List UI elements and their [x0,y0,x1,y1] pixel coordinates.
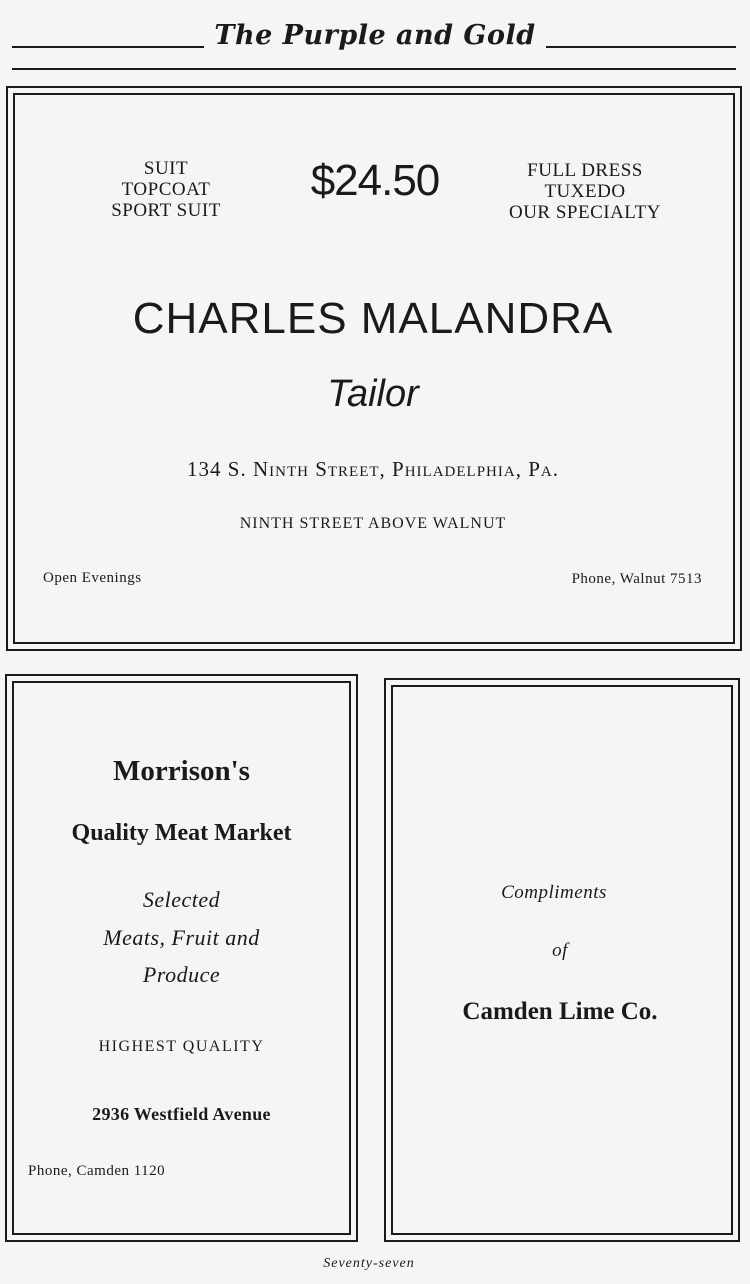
specialty-item: FULL DRESS [527,160,643,181]
meat-market-phone: Phone, Camden 1120 [28,1163,166,1179]
tailor-name: CHARLES MALANDRA [132,294,614,343]
tailor-phone: Phone, Walnut 7513 [571,571,702,587]
compliments-label: Compliments [501,882,607,903]
meat-market-subtitle: Quality Meat Market [71,820,292,846]
header-rule-bottom [12,68,736,70]
selected-line: Selected [142,887,221,912]
lime-company-name: Camden Lime Co. [462,998,658,1025]
garment-item: TOPCOAT [121,179,211,200]
specialty-list [478,160,692,223]
garment-list [80,158,252,221]
specialty-item: TUXEDO [544,181,626,202]
suit-price: $24.50 [310,156,440,205]
tailor-location-note: NINTH STREET ABOVE WALNUT [239,515,507,532]
page-number: Seventy-seven [323,1256,415,1271]
selected-line: Produce [142,962,221,987]
selected-line: Meats, Fruit and [103,925,260,950]
quality-note: HIGHEST QUALITY [98,1038,265,1055]
garment-item: SUIT [143,158,189,179]
meat-market-address: 2936 Westfield Avenue [92,1104,271,1124]
of-label: of [552,940,568,961]
meat-market-name: Morrison's [113,755,250,787]
page-header-title: The Purple and Gold [204,20,545,51]
tailor-title: Tailor [327,373,419,415]
garment-item: SPORT SUIT [111,200,221,221]
header-title-wrap [0,20,750,51]
tailor-address: 134 S. Ninth Street, Philadelphia, Pa. [187,457,559,481]
tailor-hours: Open Evenings [43,570,142,586]
specialty-item: OUR SPECIALTY [508,202,661,223]
